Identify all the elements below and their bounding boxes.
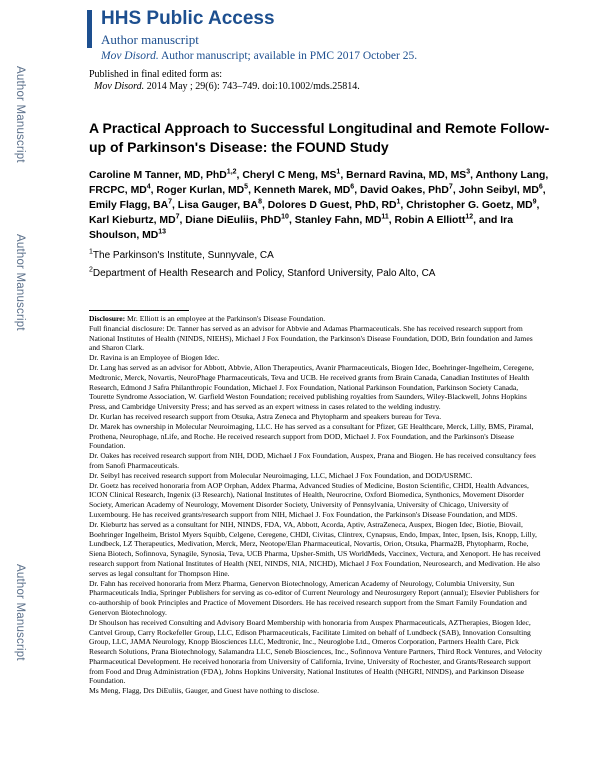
financial-disclosure-paragraph: Dr. Lang has served as an advisor for Abbott, Abbvie, Allon Therapeutics, Avanir Pharmaceuticals, Biogen Idec, Boehringer-Ingelheim, Ceregene, Medtronic, Merck, Novartis, NeuroPhage Pharmaceuticals, Teva and UCB. He received grants from Brain Canada, Canadian Institutes of Health Research, Edmond J Safra Philanthropic Foundation, Michael J. Fox Foundation, National Parkinson Foundation, Parkinson Society Canada, Tourette Syndrome Association, W. Garfield Weston Foundation; received publishing royalties from Saunders, Wiley-Blackwell, Johns Hopkins Press, and Cambridge University Press; and has served as an expert witness in cases related to the welding industry. [89, 362, 534, 412]
footnote-rule [89, 310, 189, 311]
author-affiliation-sup: 7 [448, 183, 453, 191]
margin-label-author-manuscript: Author Manuscript [14, 564, 26, 661]
financial-disclosure-paragraph: Dr. Ravina is an Employee of Biogen Idec. [89, 353, 220, 363]
author-name: John Seibyl, MD [458, 185, 539, 196]
author-name: Dolores D Guest, PhD, RD [267, 200, 397, 211]
financial-disclosure-paragraph: Dr Shoulson has received Consulting and Advisory Board Membership with honoraria from Auspex Pharmaceuticals, AZTherapies, Biogen Idec, Cantvel Group, Carry Rockefeller Group, LLC, Edison Pharmaceuticals, Facilitate Limited on behalf of Lundbeck (SAB), Innovation Consulting Group, LLC, JAMA Neurology, Knopp Biosciences LLC, Medtronic, Inc., Neuroglobe Ltd., Omeros Corporation, Partners Health Care, Pick Research Solutions, Prana Biotechnology, Salamandra LLC, Seneb Biosciences, Inc., Sofinnova Venture Partners, Third Rock Ventures, and Velocity Pharmaceutical Development. He received honoraria from University of California, Irvine, University of Rochester, and Grants/Research support from Food and Drug Administration (FDA), Johns Hopkins University, National Institutes of Health (NHGRI, NINDS), and Parkinson Disease Foundation. [89, 617, 543, 686]
citation-line [89, 81, 360, 93]
hhs-public-access-title: HHS Public Access [101, 8, 275, 29]
hhs-accent-bar [87, 10, 92, 48]
author-affiliation-sup: 9 [532, 198, 537, 206]
affiliation-1 [89, 250, 274, 261]
author-name: Bernard Ravina, MD, MS [346, 170, 467, 181]
author-name: Roger Kurlan, MD [156, 185, 245, 196]
disclosure-notes [89, 314, 545, 696]
margin-label-author-manuscript: Author Manuscript [14, 66, 26, 163]
author-affiliation-sup: 3 [466, 168, 471, 176]
author-name: Diane DiEuliis, PhD [185, 215, 282, 226]
author-name: Lisa Gauger, BA [177, 200, 259, 211]
financial-disclosure-paragraph: Full financial disclosure: Dr. Tanner has served as an advisor for Abbvie and Adamas Pharmaceuticals. She has received research support from National Institutes of Health (NINDS, NIEHS), Michael J Fox Foundation, the Parkinson's Disease Foundation, DOD, Brin foundation and James and Sharon Clark. [89, 323, 533, 353]
financial-disclosure-paragraph: Dr. Goetz has received honoraria from AOP Orphan, Addex Pharma, Advanced Studies of Medicine, Boston Scientific, CHDI, Health Advances, ICON Clinical Research, Ingenix (i3 Research), National Institutes of Health, Neurocrine, Oxford Biomedica, Synthonics, Movement Disorder Society, American Academy of Neurology, Movement Disorder Society, University of Pennsylvania, University of Chicago, University of Luxembourg. He has received grants/research support from NIH, Michael J. Fox Foundation, the Parkinson's Disease Foundation, and MDS. [89, 480, 529, 519]
author-affiliation-sup: 1 [336, 168, 341, 176]
financial-disclosure-paragraph: Ms Meng, Flagg, Drs DiEuliis, Gauger, and Guest have nothing to disclose. [89, 686, 320, 696]
financial-disclosure-paragraph: Dr. Fahn has received honoraria from Merz Pharma, Genervon Biotechnology, American Academy of Neurology, Columbia University, Sun Pharmaceuticals India, Springer Publishers for serving as co-editor of Current Neurology and Neurosurgery Report (annual); Elsevier Publishers for co-authorship of book Principles and Practice of Movement Disorders. He has received research support from the Smart Family Foundation and Genervon Biotechnology. [89, 578, 540, 617]
author-name: Anthony Lang, FRCPC, MD [89, 170, 549, 196]
author-affiliation-sup: 12 [465, 213, 474, 221]
author-name: David Oakes, PhD [359, 185, 449, 196]
disclosure-label: Disclosure: [89, 314, 126, 323]
author-affiliation-sup: 1,2 [226, 168, 237, 176]
disclosure-text: Mr. Elliott is an employee at the Parkinson's Disease Foundation. [125, 314, 326, 323]
publication-info [89, 69, 360, 93]
author-name: Christopher G. Goetz, MD [406, 200, 533, 211]
citation-journal: Mov Disord. [94, 81, 145, 92]
financial-disclosure-paragraph: Dr. Kieburtz has served as a consultant for NIH, NINDS, FDA, VA, Abbott, Acorda, Aptiv, AstraZeneca, Auspex, Biogen Idec, Biotie, Biovail, Boehringer Ingelheim, Bristol Myers Squibb, Celgene, Ceregene, CHDI, Civitas, Clintrex, Cynapsus, Endo, Impax, Intec, Ipsen, Isis, Knopp, Lilly, Lundbeck, LZ Therapeutics, Medivation, Merck, Merz, Neotope/Elan Pharmaceutical, Novartis, Orion, Otsuka, Pharma2B, Phytopharm, Roche, Siena Biotech, Sofinnova, Synagile, Synosia, Teva, UCB Pharma, Upsher-Smith, US WorldMeds, Vaccinex, Vectura, and Xenoport. He has received research support from National Institutes of Health (NEI, NINDS, NIA, NICHD), Michael J Fox Foundation, Neurosearch, and Medivation. He also serves as legal consultant for Thompson Hine. [89, 519, 541, 578]
author-list: Caroline M Tanner, MD, PhD$^{1,2}$, Cheryl C Meng, $MS^1$, Bernard Ravina, MD, $MS^3$, Anthony Lang, FRCPC, $MD^4$, Roger Kurlan, $MD^5$, Kenneth Marek, $MD^6$, David Oakes, PhD$^7$, John Seibyl, $MD^6$, Emily Flagg, $BA^7$, Lisa Gauger, $BA^8$, Dolores D Guest, PhD, $RD^1$, Christopher G. Goetz, $MD^9$, Karl Kieburtz, $MD^7$, Diane DiEuliis, PhD$^{10}$, Stanley Fahn, MD$^{11}$, Robin A Elliott$^{12}$, and Ira Shoulson, MD$^{13}$ [89, 168, 549, 241]
author-affiliation-sup: 7 [168, 198, 173, 206]
author-name: Robin A Elliott [394, 215, 466, 226]
author-manuscript-subtitle: Author manuscript [101, 32, 199, 47]
financial-disclosure-paragraph: Dr. Oakes has received research support from NIH, DOD, Michael J Fox Foundation, Auspex, Prana and Biogen. He has received consultancy fees from Sanofi Pharmaceuticals. [89, 451, 536, 470]
author-name: Karl Kieburtz, MD [89, 215, 176, 226]
author-affiliation-sup: 13 [158, 228, 167, 236]
financial-disclosure-paragraph: Dr. Seibyl has received research support from Molecular Neuroimaging, LLC, Michael J Fox Foundation, and DOD/USRMC. [89, 470, 473, 480]
author-affiliation-sup: 6 [538, 183, 543, 191]
affiliation-sup: 1 [89, 248, 93, 256]
author-name: Cheryl C Meng, MS [242, 170, 337, 181]
affiliation-sup: 2 [89, 266, 93, 274]
author-affiliation-sup: 1 [396, 198, 401, 206]
author-name: Stanley Fahn, MD [294, 215, 382, 226]
affiliation-2 [89, 268, 435, 279]
journal-availability-line [101, 50, 417, 62]
author-name: Ira Shoulson, MD [89, 215, 513, 241]
disclosure-line [89, 314, 545, 324]
financial-disclosure-paragraph: Dr. Kurlan has received research support from Otsuka, Astra Zeneca and Phytopharm and speakers bureau for Teva. [89, 411, 442, 421]
published-in-label: Published in final edited form as: [89, 69, 223, 80]
author-affiliation-sup: 5 [244, 183, 249, 191]
margin-label-author-manuscript: Author Manuscript [14, 234, 26, 331]
author-name: Emily Flagg, BA [89, 200, 169, 211]
author-affiliation-sup: 4 [146, 183, 151, 191]
article-title: A Practical Approach to Successful Longitudinal and Remote Follow-up of Parkinson's Disease: the FOUND Study [89, 120, 550, 155]
author-name: Caroline M Tanner, MD, PhD [89, 170, 227, 181]
affiliation-text: The Parkinson's Institute, Sunnyvale, CA [92, 250, 274, 261]
author-affiliation-sup: 11 [381, 213, 389, 221]
affiliation-text: Department of Health Research and Policy, Stanford University, Palo Alto, CA [92, 268, 436, 279]
author-affiliation-sup: 10 [281, 213, 289, 221]
journal-name: Mov Disord. [101, 50, 159, 62]
author-affiliation-sup: 8 [258, 198, 262, 206]
financial-disclosure-paragraph: Dr. Marek has ownership in Molecular Neuroimaging, LLC. He has served as a consultant for Pfizer, GE Healthcare, Merck, Lilly, BMS, Piramal, Prothena, Neurophage, nLife, and Roche. He received research support from DOD, Michael J. Fox Foundation, and the Parkinson's Disease Foundation. [89, 421, 534, 451]
author-affiliation-sup: 6 [350, 183, 355, 191]
author-name: Kenneth Marek, MD [253, 185, 351, 196]
author-affiliation-sup: 7 [175, 213, 180, 221]
citation-details: 2014 May ; 29(6): 743–749. doi:10.1002/mds.25814. [146, 81, 360, 92]
availability-text: Author manuscript; available in PMC 2017 October 25. [160, 50, 418, 62]
